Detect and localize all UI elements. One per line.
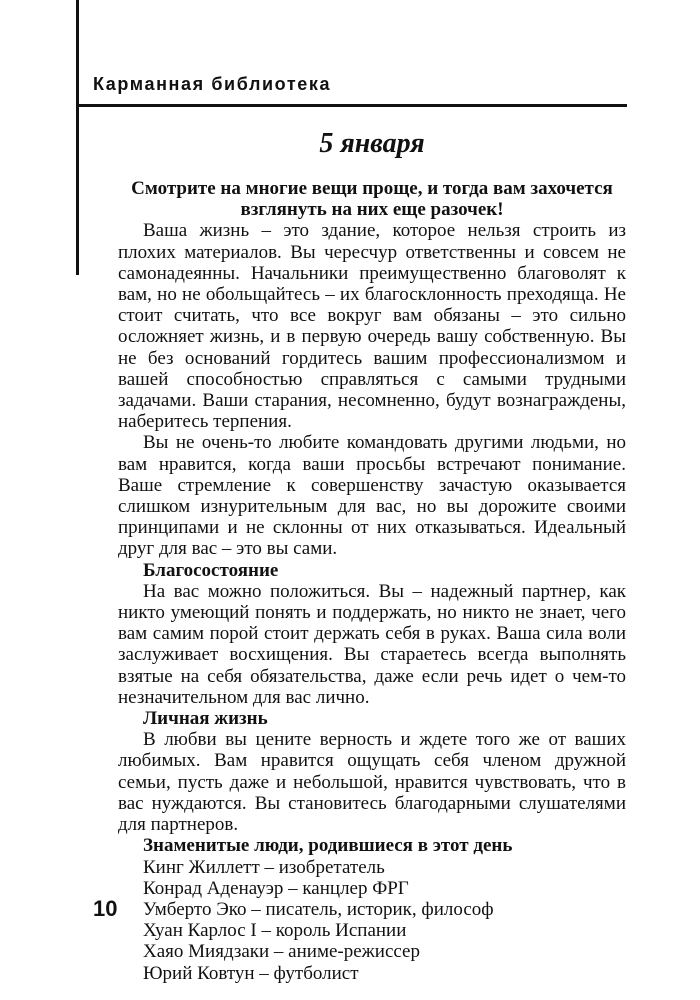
subtitle-line: Смотрите на многие вещи проще, и тогда вам захочется: [131, 178, 613, 199]
personal-life-heading: Личная жизнь: [143, 708, 268, 730]
list-item: Хаяо Миядзаки – аниме-режиссер: [143, 941, 420, 963]
wellbeing-heading: Благосостояние: [143, 559, 279, 581]
date-title: 5 января: [319, 128, 425, 159]
article-body: [118, 178, 626, 984]
wellbeing-paragraph: На вас можно положиться. Вы – надежный партнер, как никто умеющий понять и поддержать, но никто не знает, чего вам самим порой стоит держать себя в руках. Ваша сила воли заслуживает восхищения. Вы стараетесь всегда выполнять взятые на себя обязательства, даже если речь идет о чем-то незначительном для вас лично.: [118, 580, 626, 708]
intro-paragraph: Ваша жизнь – это здание, которое нельзя строить из плохих материалов. Вы чересчур ответственны и совсем не самонадеянны. Начальники преимущественно благоволят к вам, но не обольщайтесь – их благосклонность преходяща. Не стоит считать, что все вокруг вам обязаны – это сильно осложняет жизнь, и в первую очередь вашу собственную. Вы не без оснований гордитесь вашим профессионализмом и вашей способностью справляться с самыми трудными задачами. Ваши старания, несомненно, будут вознаграждены, наберитесь терпения.: [118, 220, 626, 433]
running-title: Карманная библиотека: [93, 74, 332, 94]
list-item: Конрад Аденауэр – канцлер ФРГ: [143, 877, 409, 899]
intro-paragraph: Вы не очень-то любите командовать другими людьми, но вам нравится, когда ваши просьбы встречают понимание. Ваше стремление к совершенству зачастую оказывается слишком изнурительным для вас, но вы дорожите своими принципами и не склонны от них отказываться. Идеальный друг для вас – это вы сами.: [118, 432, 626, 560]
page-number: 10: [93, 896, 118, 921]
list-item: Хуан Карлос I – король Испании: [143, 920, 407, 942]
personal-life-paragraph: В любви вы цените верность и ждете того же от ваших любимых. Вам нравится ощущать себя членом дружной семьи, пусть даже и небольшой, нравится чувствовать, что в вас нуждаются. Вы становитесь благодарными слушателями для партнеров.: [118, 729, 626, 836]
subtitle: [118, 178, 626, 220]
list-item: Кинг Жиллетт – изобретатель: [143, 856, 385, 878]
famous-people-heading: Знаменитые люди, родившиеся в этот день: [143, 835, 513, 857]
subtitle-line: взглянуть на них еще разочек!: [240, 199, 504, 221]
list-item: Умберто Эко – писатель, историк, философ: [143, 898, 494, 920]
vertical-rule: [76, 0, 79, 275]
famous-people-list: [118, 857, 626, 984]
header-rule: [76, 104, 627, 107]
list-item: Юрий Ковтун – футболист: [143, 962, 359, 984]
